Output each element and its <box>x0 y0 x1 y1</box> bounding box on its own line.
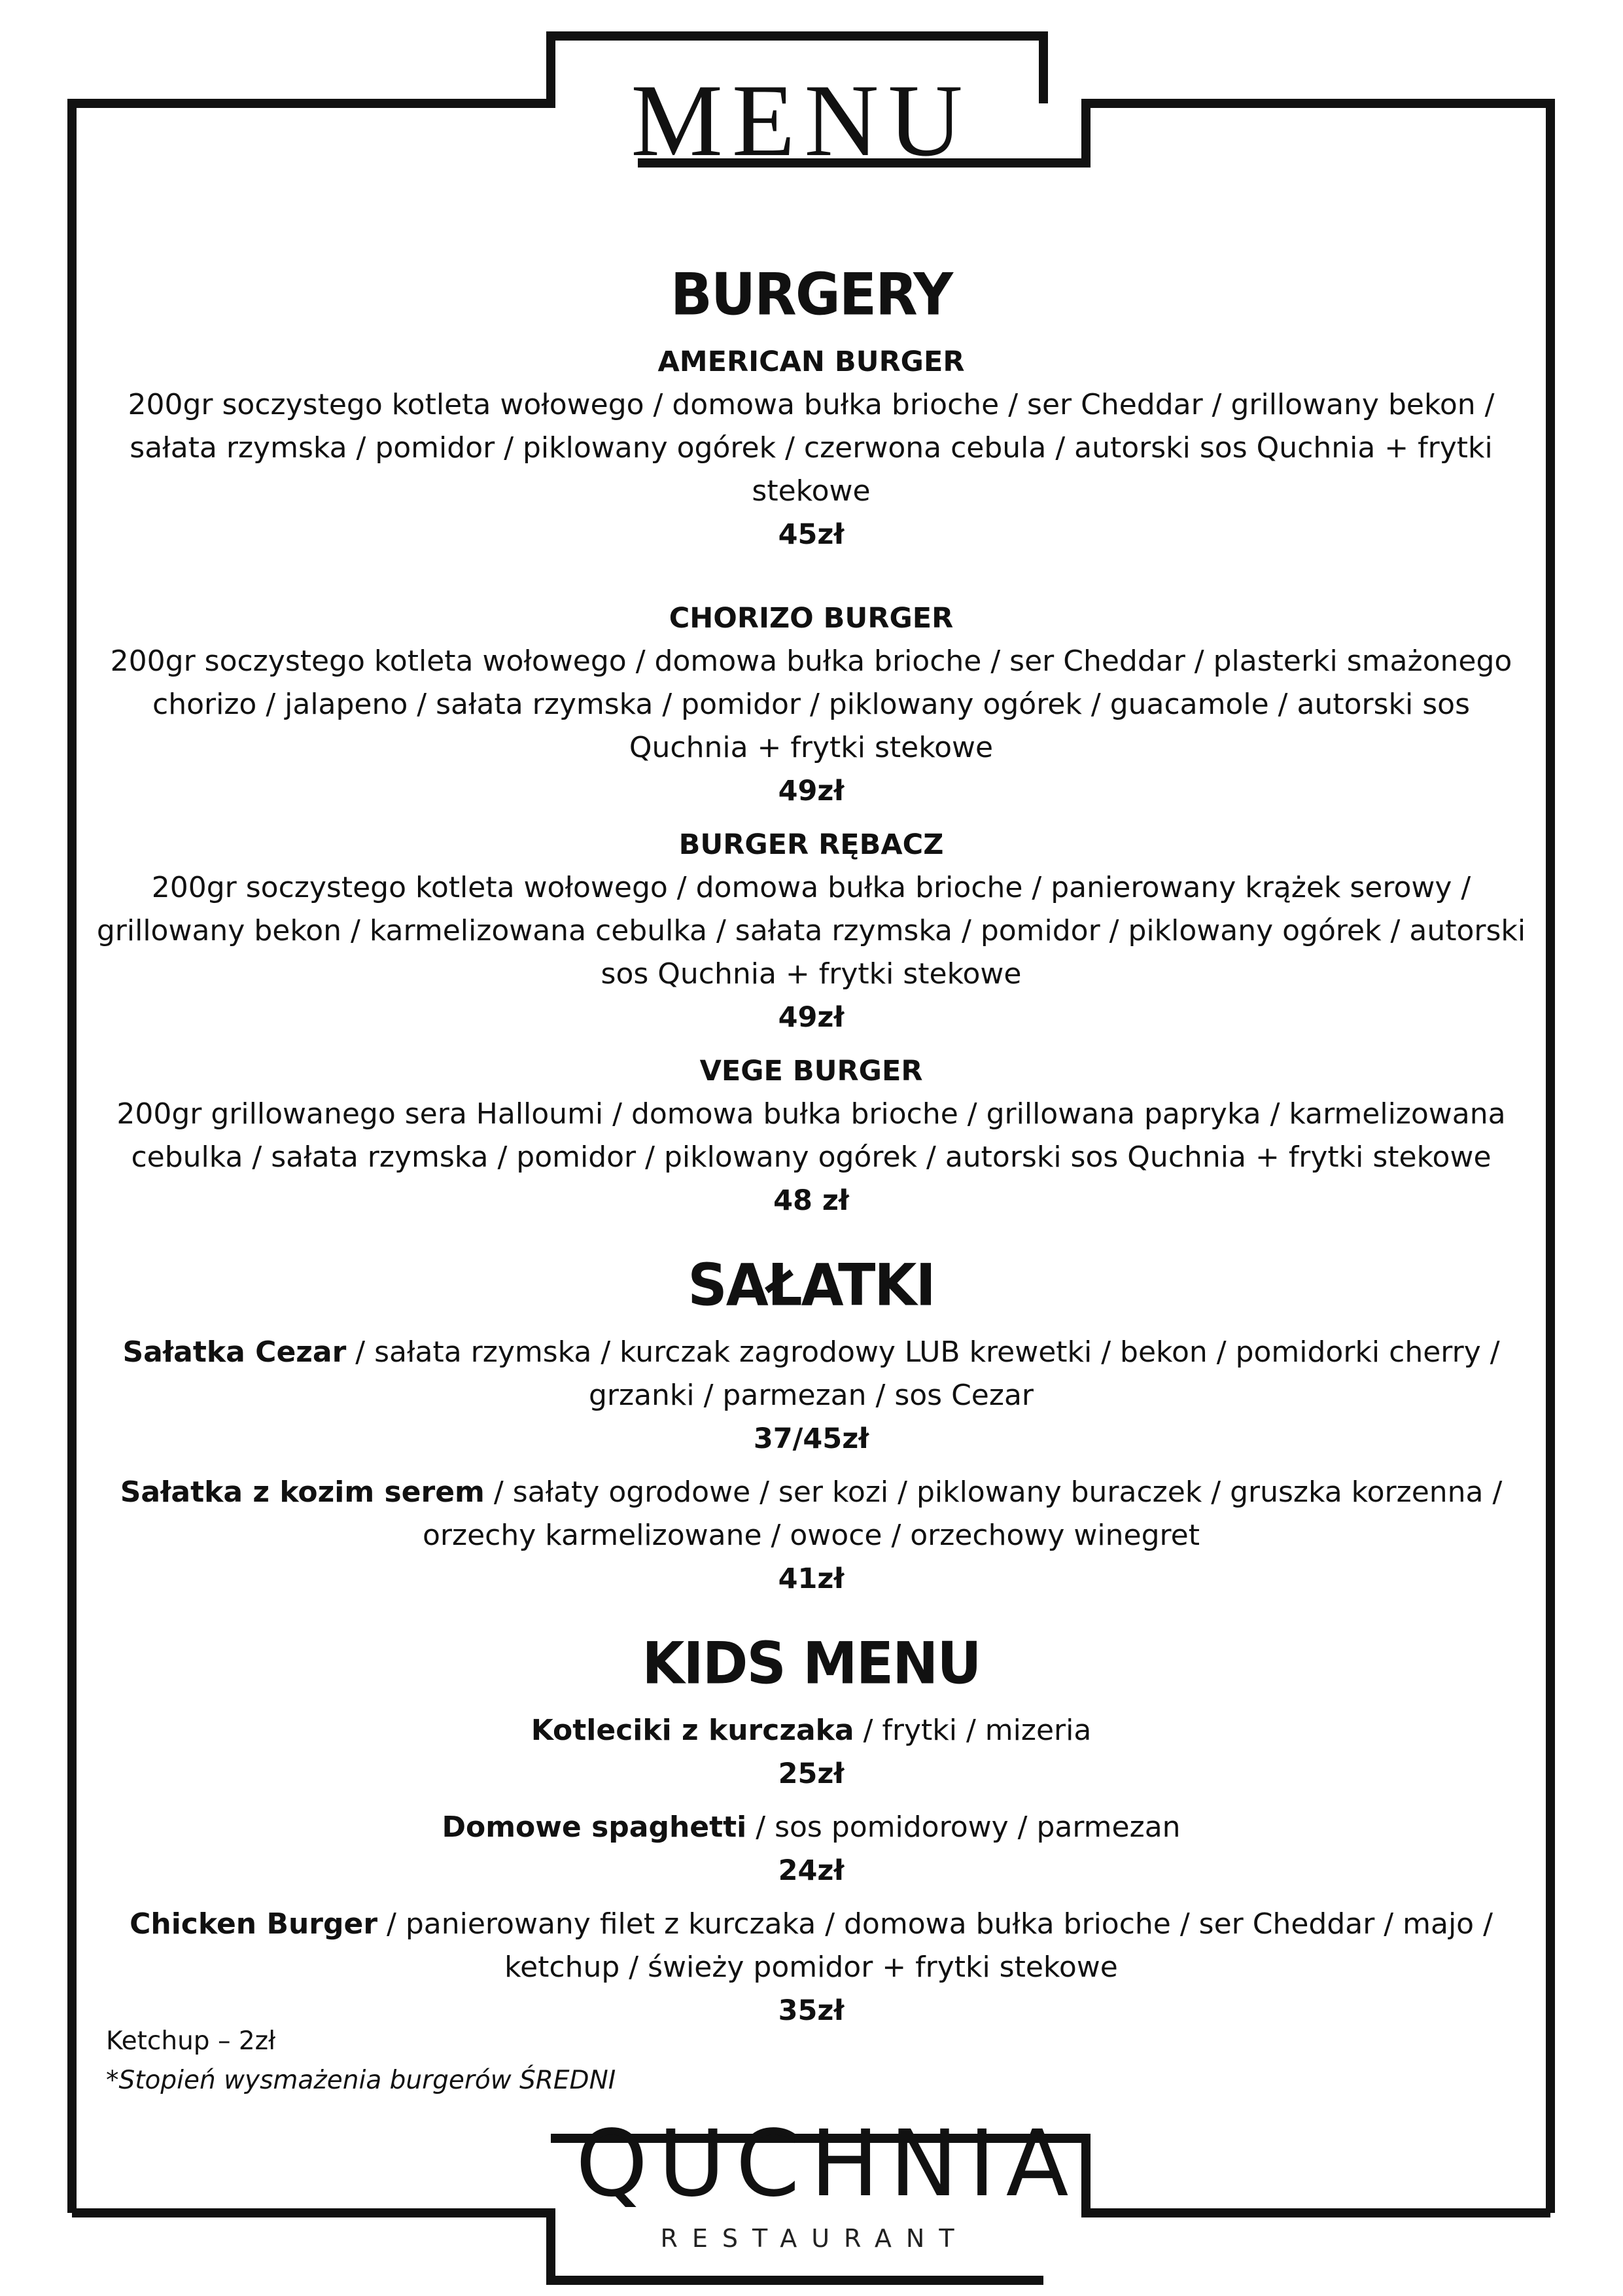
menu-item <box>92 1806 1531 1892</box>
section-heading-salatki: SAŁATKI <box>688 1251 935 1319</box>
item-description: 200gr soczystego kotleta wołowego / domowa bułka brioche / ser Cheddar / plasterki smażonego chorizo / jalapeno / sałata rzymska / pomidor / piklowany ogórek / guacamole / autorski sos Quchnia + frytki stekowe <box>110 645 1512 764</box>
item-name: BURGER RĘBACZ <box>678 828 944 861</box>
item-description: / sałata rzymska / kurczak zagrodowy LUB krewetki / bekon / pomidorki cherry / grzanki / parmezan / sos Cezar <box>346 1335 1500 1412</box>
section-heading-kids: KIDS MENU <box>642 1629 981 1697</box>
item-description: 200gr grillowanego sera Halloumi / domowa bułka brioche / grillowana papryka / karmelizowana cebulka / sałata rzymska / pomidor / piklowany ogórek / autorski sos Quchnia + frytki stekowe <box>116 1097 1506 1174</box>
item-price: 37/45zł <box>753 1422 869 1455</box>
item-price: 49zł <box>778 1001 845 1034</box>
item-price: 25zł <box>778 1757 845 1790</box>
item-name: Domowe spaghetti <box>442 1810 747 1844</box>
restaurant-logo-subtitle: RESTAURANT <box>660 2224 969 2253</box>
restaurant-logo: QUCHNIA <box>576 2111 1079 2217</box>
item-price: 35zł <box>778 1994 845 2027</box>
item-name: VEGE BURGER <box>699 1055 923 1087</box>
section-heading-burgery: BURGERY <box>670 260 952 328</box>
menu-item <box>92 1050 1531 1222</box>
item-name: Chicken Burger <box>130 1907 378 1941</box>
item-line <box>92 1903 1531 1989</box>
menu-item <box>92 597 1531 813</box>
item-line <box>92 1806 1531 1849</box>
item-description: / sałaty ogrodowe / ser kozi / piklowany buraczek / gruszka korzenna / orzechy karmelizowane / owoce / orzechowy winegret <box>423 1475 1503 1552</box>
item-name: Sałatka z kozim serem <box>120 1475 485 1509</box>
item-description: / frytki / mizeria <box>854 1714 1092 1747</box>
doneness-note: *Stopień wysmażenia burgerów ŚREDNI <box>106 2066 616 2095</box>
item-description: 200gr soczystego kotleta wołowego / domowa bułka brioche / panierowany krążek serowy / grillowany bekon / karmelizowana cebulka / sałata rzymska / pomidor / piklowany ogórek / autorski sos Quchnia + frytki stekowe <box>96 871 1526 991</box>
item-name: CHORIZO BURGER <box>669 602 954 635</box>
item-name: Kotleciki z kurczaka <box>531 1714 854 1747</box>
item-price: 41zł <box>778 1563 845 1595</box>
item-line <box>92 1709 1531 1752</box>
item-price: 48 zł <box>773 1184 849 1217</box>
menu-notes <box>106 2022 616 2100</box>
menu-item <box>92 1709 1531 1795</box>
menu-item <box>92 1471 1531 1600</box>
item-description: / sos pomidorowy / parmezan <box>746 1810 1181 1844</box>
item-name: Sałatka Cezar <box>122 1335 347 1369</box>
menu-content <box>92 262 1531 2043</box>
item-price: 24zł <box>778 1854 845 1887</box>
item-description: 200gr soczystego kotleta wołowego / domowa bułka brioche / ser Cheddar / grillowany bekon / sałata rzymska / pomidor / piklowany ogórek / czerwona cebula / autorski sos Quchnia + frytki stekowe <box>128 388 1495 508</box>
page-title: MENU <box>631 63 972 178</box>
menu-item <box>92 1903 1531 2032</box>
ketchup-note: Ketchup – 2zł <box>106 2026 276 2056</box>
item-name: AMERICAN BURGER <box>657 345 965 378</box>
item-price: 49zł <box>778 775 845 807</box>
item-line <box>92 1331 1531 1417</box>
item-price: 45zł <box>778 518 845 551</box>
item-description: / panierowany filet z kurczaka / domowa bułka brioche / ser Cheddar / majo / ketchup / świeży pomidor + frytki stekowe <box>377 1907 1493 1984</box>
item-line <box>92 1471 1531 1557</box>
menu-item <box>92 823 1531 1039</box>
menu-item <box>92 340 1531 556</box>
menu-item <box>92 1331 1531 1460</box>
